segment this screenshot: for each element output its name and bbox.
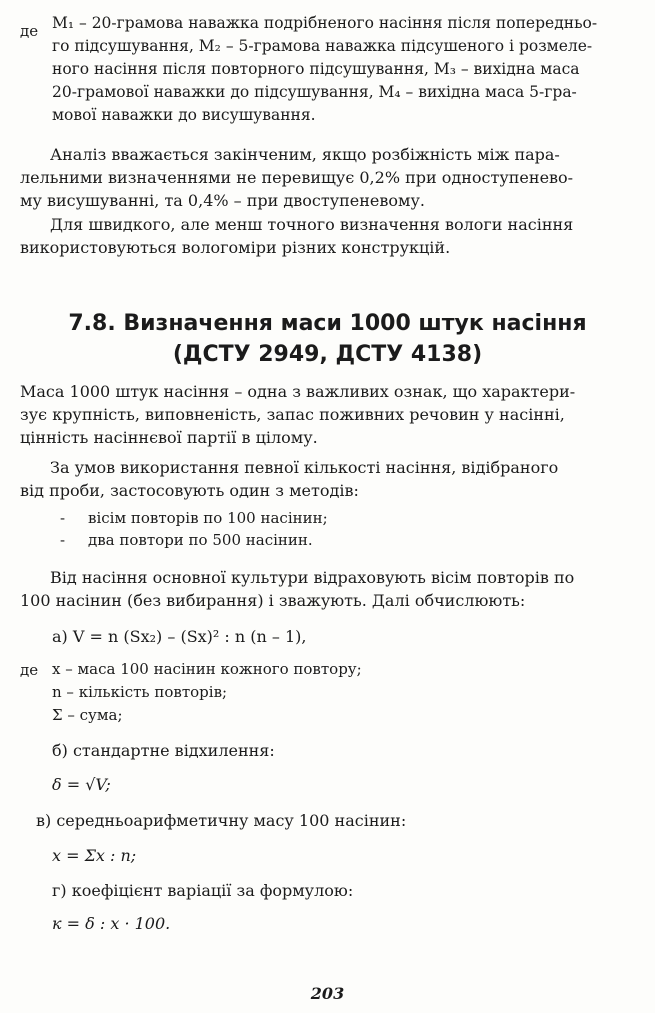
formula-std-deviation: δ = √V; (52, 775, 111, 794)
text-line: Від насіння основної культури відраховують вісім повторів по (50, 568, 575, 587)
text-line: му висушуванні, та 0,4% – при двоступеневому. (20, 191, 425, 210)
rapid-method-paragraph (20, 213, 640, 259)
text-line: 100 насінин (без вибирання) і зважують. Далі обчислюють: (20, 591, 526, 610)
where-label: де (20, 661, 39, 679)
text-line: цінність насіннєвої партії в цілому. (20, 428, 318, 447)
formula-label: в) середньоарифметичну масу 100 насінин: (36, 811, 407, 830)
text-line: M₁ – 20-грамова наважка подрібненого насіння після попередньо- (52, 14, 598, 32)
list-item-text: вісім повторів по 100 насінин; (88, 509, 328, 527)
text-line: від проби, застосовують один з методів: (20, 481, 359, 500)
section-heading-standards: (ДСТУ 2949, ДСТУ 4138) (172, 342, 483, 367)
count-paragraph (20, 566, 640, 612)
legend-item: n – кількість повторів; (52, 683, 228, 701)
text-line: лельними визначеннями не перевищує 0,2% при одноступенево- (20, 168, 574, 187)
page-number: 203 (310, 984, 345, 1003)
analysis-paragraph (20, 143, 640, 212)
formula-variance: а) V = n (Sx₂) – (Sx)² : n (n – 1), (52, 627, 307, 646)
variables-paragraph (52, 12, 640, 127)
formula-mean: x = Σx : n; (52, 846, 137, 865)
text-line: Маса 1000 штук насіння – одна з важливих ознак, що характери- (20, 382, 576, 401)
legend-item: x – маса 100 насінин кожного повтору; (52, 660, 362, 678)
legend-item: Σ – сума; (52, 706, 123, 724)
text-line: 20-грамової наважки до підсушування, M₄ – вихідна маса 5-гра- (52, 83, 577, 101)
text-line: ного насіння після повторного підсушування, M₃ – вихідна маса (52, 60, 580, 78)
list-item: - два повтори по 500 насінин. (60, 531, 313, 549)
list-item-text: два повтори по 500 насінин. (88, 531, 313, 549)
text-line: зує крупність, виповненість, запас поживних речовин у насінні, (20, 405, 565, 424)
list-item: - вісім повторів по 100 насінин; (60, 509, 328, 527)
text-line: Аналіз вважається закінченим, якщо розбіжність між пара- (50, 145, 560, 164)
text-line: мової наважки до висушування. (52, 106, 316, 124)
text-line: За умов використання певної кількості насіння, відібраного (50, 458, 559, 477)
formula-label: г) коефіцієнт варіації за формулою: (52, 881, 354, 900)
text-line: го підсушування, M₂ – 5-грамова наважка підсушеного і розмеле- (52, 37, 593, 55)
conditions-paragraph (20, 456, 640, 502)
text-line: Для швидкого, але менш точного визначення вологи насіння (50, 215, 574, 234)
mass-paragraph (20, 380, 640, 449)
formula-label: б) стандартне відхилення: (52, 741, 275, 760)
formula-variation: к = δ : x · 100. (52, 914, 171, 933)
text-line: використовуються вологоміри різних конструкцій. (20, 238, 451, 257)
section-heading: 7.8. Визначення маси 1000 штук насіння (68, 311, 587, 336)
where-label: де (20, 22, 39, 40)
